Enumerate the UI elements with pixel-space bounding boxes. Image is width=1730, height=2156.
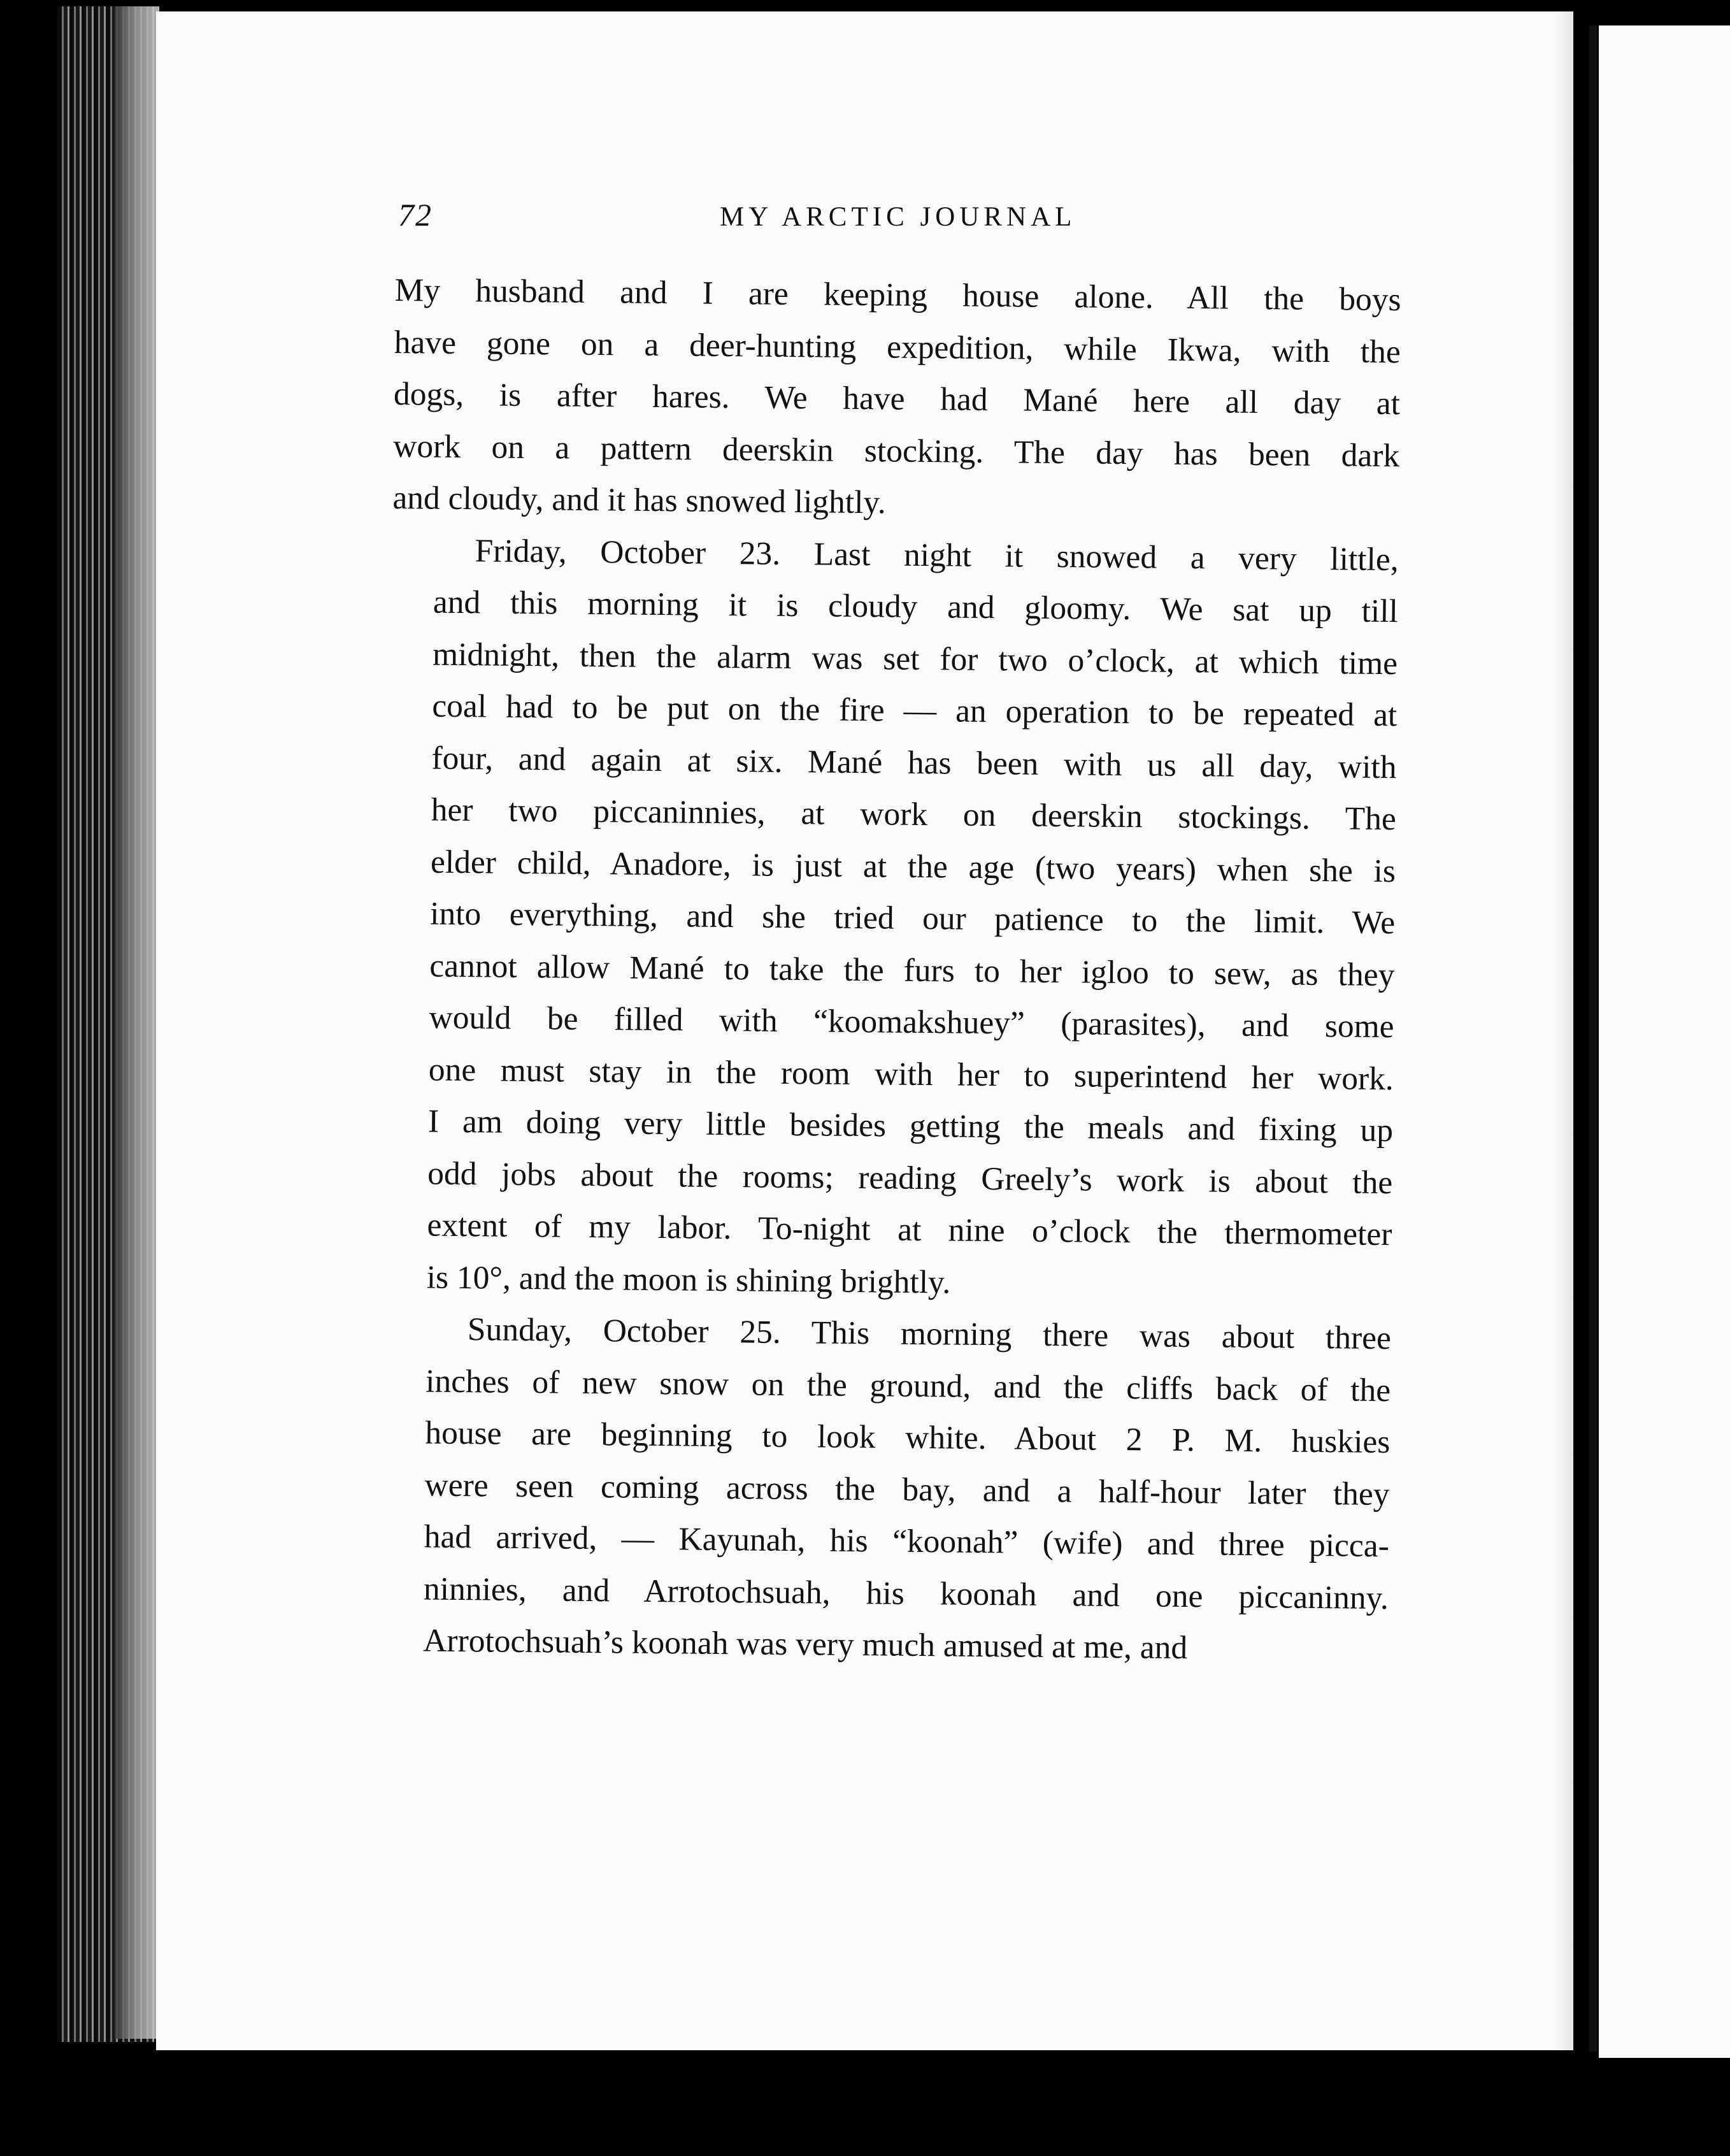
text-line: into everything, and she tried our patience to the limit. We	[429, 895, 1396, 942]
text-line: and this morning it is cloudy and gloomy. We sat up till	[432, 584, 1399, 630]
text-line: is 10°, and the moon is shining brightly.	[426, 1259, 951, 1300]
paragraph	[382, 1303, 1391, 1676]
text-line: odd jobs about the rooms; reading Greely’s work is about the	[427, 1155, 1393, 1201]
text-line: one must stay in the room with her to superintend her work.	[428, 1051, 1394, 1097]
text-line: were seen coming across the bay, and a half-hour later they	[424, 1467, 1390, 1513]
text-line: have gone on a deer-hunting expedition, while Ikwa, with the	[394, 324, 1401, 370]
next-page-edge	[1589, 25, 1597, 2052]
text-line: I am doing very little besides getting the meals and fixing up	[427, 1103, 1394, 1149]
text-line: Friday, October 23. Last night it snowed a very little,	[475, 532, 1399, 578]
text-line: had arrived, — Kayunah, his “koonah” (wife) and three picca-	[424, 1518, 1390, 1565]
text-line: extent of my labor. To-night at nine o’clock the thermometer	[427, 1207, 1392, 1253]
text-line: her two piccaninnies, at work on deerskin stockings. The	[431, 791, 1396, 838]
text-line: cannot allow Mané to take the furs to her igloo to sew, as they	[429, 947, 1395, 993]
text-line: coal had to be put on the fire — an operation to be repeated at	[432, 687, 1398, 734]
text-line: midnight, then the alarm was set for two o’clock, at which time	[432, 636, 1398, 682]
text-line: and cloudy, and it has snowed lightly.	[392, 479, 887, 521]
text-line: dogs, is after hares. We have had Mané here all day at	[393, 375, 1401, 422]
book-page-edges-highlight	[115, 6, 159, 2039]
running-head: MY ARCTIC JOURNAL	[720, 202, 1076, 232]
text-line: Sunday, October 25. This morning there was about three	[467, 1311, 1392, 1357]
text-line: work on a pattern deerskin stocking. The day has been dark	[392, 428, 1400, 474]
text-line: elder child, Anadore, is just at the age (two years) when she is	[430, 844, 1396, 889]
text-line: My husband and I are keeping house alone. All the boys	[394, 271, 1401, 319]
page-header	[398, 196, 1405, 247]
text-line: ninnies, and Arrotochsuah, his koonah and one piccaninny.	[423, 1570, 1389, 1616]
paragraph	[392, 264, 1401, 534]
text-line: Arrotochsuah’s koonah was very much amused at me, and	[422, 1622, 1188, 1667]
text-line: inches of new snow on the ground, and the cliffs back of the	[425, 1363, 1391, 1409]
facing-page-sliver	[1599, 25, 1730, 2058]
text-line: house are beginning to look white. About 2 P. M. huskies	[425, 1414, 1390, 1461]
page-number: 72	[398, 197, 432, 233]
paragraph	[385, 524, 1399, 1312]
body-text	[382, 264, 1401, 1676]
text-line: would be filled with “koomakshuey” (parasites), and some	[429, 999, 1394, 1046]
text-line: four, and again at six. Mané has been with us all day, with	[431, 740, 1397, 786]
